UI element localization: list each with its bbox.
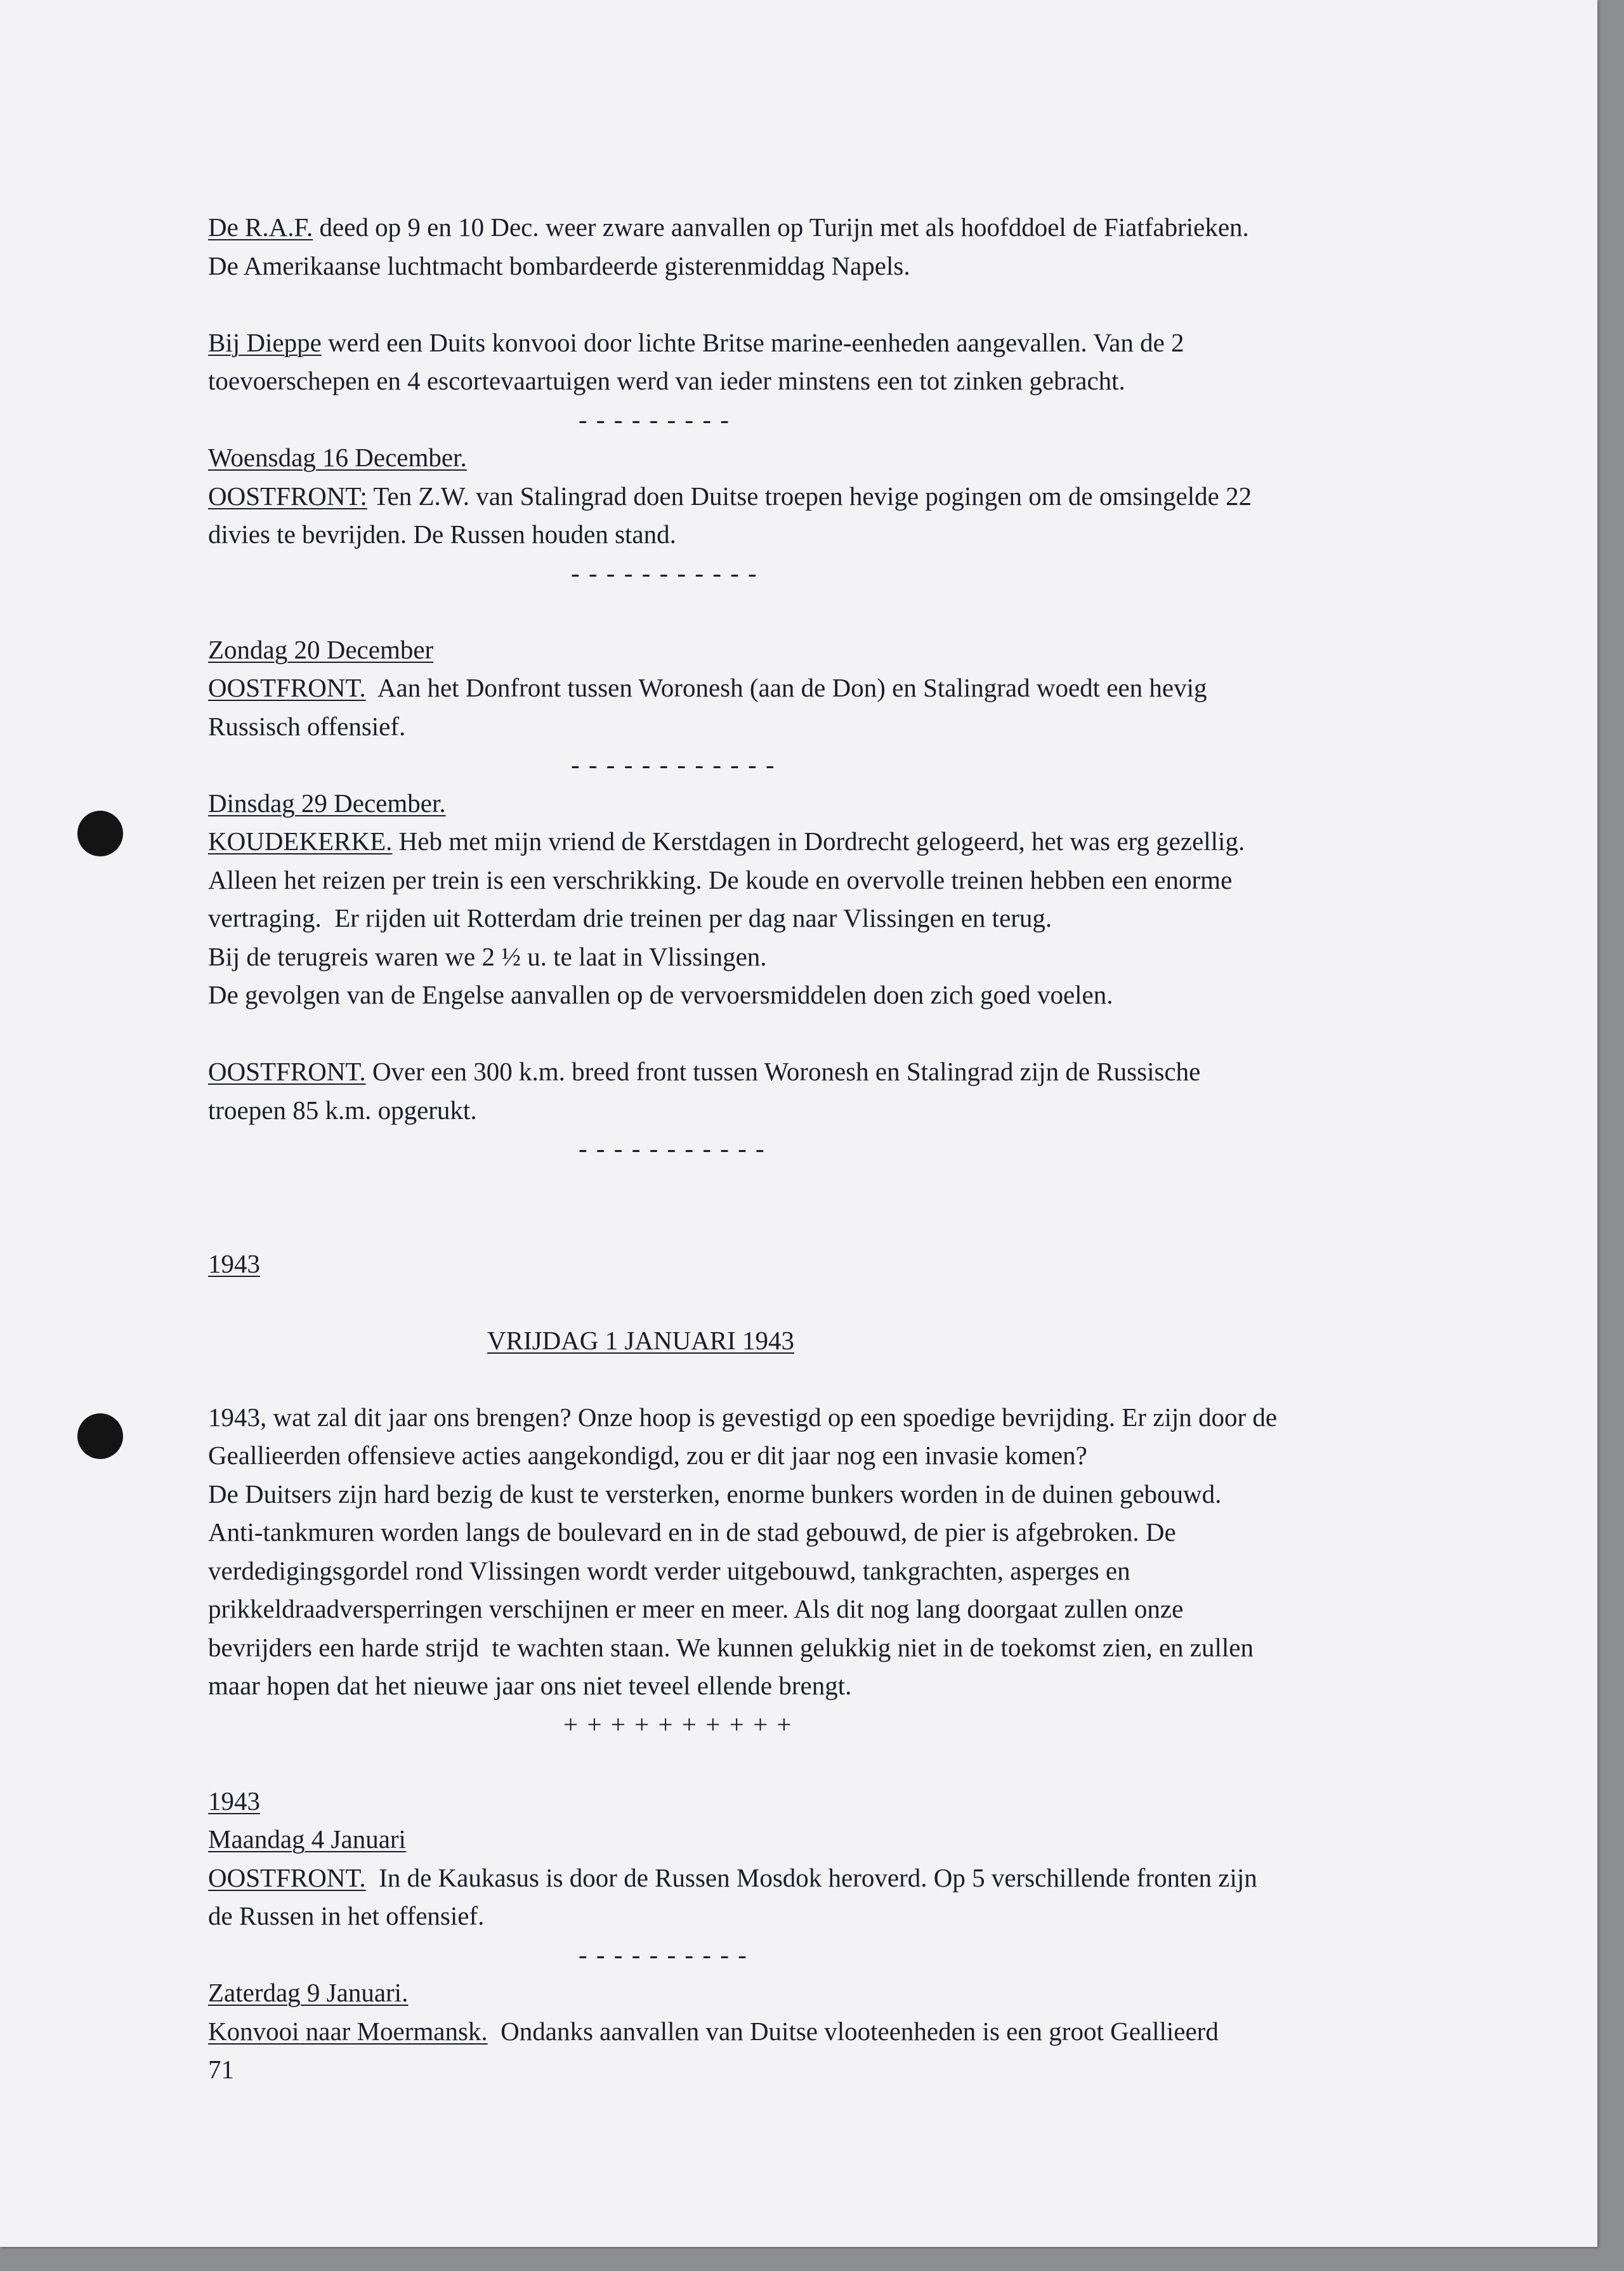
date-heading: Zondag 20 December [208,634,434,664]
paragraph: Konvooi naar Moermansk. Ondanks aanvallen van Duitse vlooteenheden is een groot Geallieerd [208,2016,1219,2046]
paragraph-line: prikkeldraadversperringen verschijnen er meer en meer. Als dit nog lang doorgaat zullen onze [208,1594,1184,1623]
underlined-lead: OOSTFRONT. [208,1862,366,1892]
underlined-lead: De R.A.F. [208,213,313,242]
paragraph-line: maar hopen dat het nieuwe jaar ons niet teveel ellende brengt. [208,1671,852,1700]
underlined-lead: OOSTFRONT. [208,673,366,702]
punch-hole [77,811,123,856]
date-heading: Zaterdag 9 Januari. [208,1978,409,2007]
paragraph-line: Bij de terugreis waren we 2 ½ u. te laat in Vlissingen. [208,941,767,971]
paragraph-line: de Russen in het offensief. [208,1901,485,1930]
paragraph-line: De gevolgen van de Engelse aanvallen op de vervoersmiddelen doen zich goed voelen. [208,980,1113,1009]
paragraph-line: bevrijders een harde strijd te wachten staan. We kunnen gelukkig niet in de toekomst zien, en zullen [208,1632,1254,1662]
underlined-lead: Bij Dieppe [208,327,322,357]
paragraph-line: vertraging. Er rijden uit Rotterdam drie treinen per dag naar Vlissingen en terug. [208,903,1052,933]
paragraph: OOSTFRONT. Aan het Donfront tussen Woronesh (aan de Don) en Stalingrad woedt een hevig [208,673,1207,702]
separator: - - - - - - - - - - - - [571,750,776,779]
separator: - - - - - - - - - - - [571,558,758,587]
paragraph: KOUDEKERKE. Heb met mijn vriend de Kerstdagen in Dordrecht gelogeerd, het was erg gezellig. [208,827,1245,856]
paragraph-line: 1943, wat zal dit jaar ons brengen? Onze hoop is gevestigd op een spoedige bevrijding. Er zijn door de [208,1402,1278,1432]
paragraph-line: divies te bevrijden. De Russen houden stand. [208,520,676,549]
separator: - - - - - - - - - - [579,1939,748,1969]
paragraph: OOSTFRONT: Ten Z.W. van Stalingrad doen Duitse troepen hevige pogingen om de omsingelde 22 [208,481,1252,511]
paragraph-line: Alleen het reizen per trein is een verschrikking. De koude en overvolle treinen hebben een enorme [208,865,1233,894]
page-number: 71 [208,2055,234,2084]
underlined-lead: OOSTFRONT: [208,481,367,511]
paragraph-line: toevoerschepen en 4 escortevaartuigen werd van ieder minstens een tot zinken gebracht. [208,366,1125,395]
paragraph-line: De Amerikaanse luchtmacht bombardeerde gisterenmiddag Napels. [208,251,910,280]
year-heading: 1943 [208,1248,260,1278]
punch-hole [77,1413,123,1459]
paragraph-line: Geallieerden offensieve acties aangekondigd, zou er dit jaar nog een invasie komen? [208,1441,1087,1470]
paragraph: OOSTFRONT. In de Kaukasus is door de Russen Mosdok heroverd. Op 5 verschillende fronten zijn [208,1862,1257,1892]
date-heading: Maandag 4 Januari [208,1824,406,1854]
paragraph: OOSTFRONT. Over een 300 k.m. breed front tussen Woronesh en Stalingrad zijn de Russische [208,1057,1201,1086]
document-body [208,208,1445,2089]
year-heading: 1943 [208,1786,260,1816]
paragraph-line: verdedigingsgordel rond Vlissingen wordt verder uitgebouwd, tankgrachten, asperges en [208,1555,1130,1585]
section-heading: VRIJDAG 1 JANUARI 1943 [487,1325,795,1355]
paragraph: De R.A.F. deed op 9 en 10 Dec. weer zware aanvallen op Turijn met als hoofddoel de Fiatfabrieken. [208,213,1249,242]
underlined-lead: OOSTFRONT. [208,1057,366,1086]
separator: - - - - - - - - - [579,404,730,434]
underlined-lead: KOUDEKERKE. [208,827,393,856]
paragraph-line: troepen 85 k.m. opgerukt. [208,1095,477,1125]
date-heading: Dinsdag 29 December. [208,788,446,818]
paragraph-line: Russisch offensief. [208,711,406,741]
date-heading: Woensdag 16 December. [208,443,467,472]
underlined-lead: Konvooi naar Moermansk. [208,2016,488,2046]
paragraph-line: Anti-tankmuren worden langs de boulevard en in de stad gebouwd, de pier is afgebroken. De [208,1517,1176,1547]
paragraph: Bij Dieppe werd een Duits konvooi door lichte Britse marine-eenheden aangevallen. Van de 2 [208,327,1184,357]
paragraph-line: De Duitsers zijn hard bezig de kust te versterken, enorme bunkers worden in de duinen gebouwd. [208,1479,1222,1509]
separator: - - - - - - - - - - - [579,1134,766,1163]
separator: + + + + + + + + + + [563,1709,793,1739]
